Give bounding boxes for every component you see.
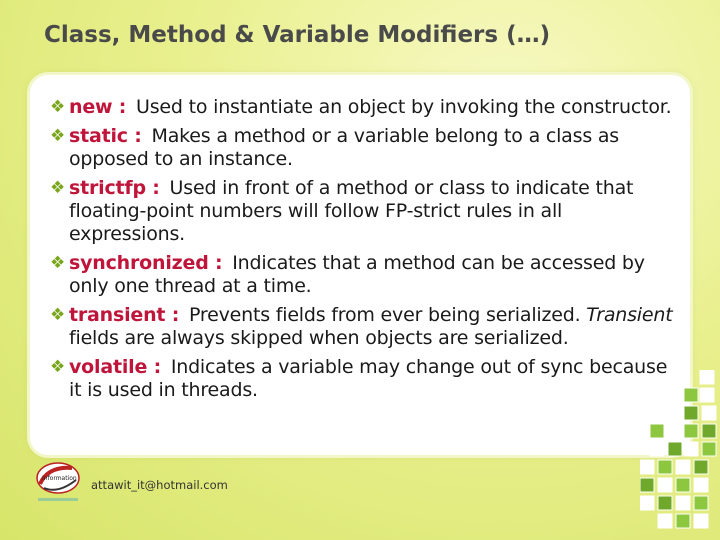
bullet-text: Indicates that a method can be accessed by only one thread at a time.	[69, 252, 645, 297]
keyword-label: new :	[69, 96, 127, 118]
diamond-bullet-icon: ❖	[50, 305, 66, 325]
bullet-text: Makes a method or a variable belong to a class as opposed to an instance.	[69, 125, 620, 170]
bullet-text: Used in front of a method or class to indicate that floating-point numbers will follow FP-strict rules in all expressions.	[69, 177, 634, 245]
list-item-new	[52, 96, 677, 119]
footer-email: attawit_it@hotmail.com	[91, 478, 228, 492]
decorative-squares	[640, 370, 720, 540]
diamond-bullet-icon: ❖	[50, 178, 66, 198]
keyword-label: synchronized :	[69, 252, 223, 274]
bullet-text-continued: fields are always skipped when objects are serialized.	[69, 327, 569, 349]
list-item-volatile	[52, 356, 677, 402]
diamond-bullet-icon: ❖	[50, 357, 66, 377]
emphasis-text: Transient	[586, 304, 673, 326]
keyword-label: static :	[69, 125, 142, 147]
list-item-strictfp	[52, 177, 677, 246]
footer-logo-icon	[34, 458, 82, 512]
keyword-label: transient :	[69, 304, 180, 326]
list-item-synchronized	[52, 252, 677, 298]
bullet-text: Indicates a variable may change out of sync because it is used in threads.	[69, 356, 668, 401]
svg-text:Information: Information	[42, 475, 77, 482]
bullet-text: Prevents fields from ever being serialized.	[188, 304, 581, 326]
bullet-list	[52, 96, 677, 408]
diamond-bullet-icon: ❖	[50, 126, 66, 146]
list-item-static	[52, 125, 677, 171]
diamond-bullet-icon: ❖	[50, 97, 66, 117]
keyword-label: strictfp :	[69, 177, 160, 199]
diamond-bullet-icon: ❖	[50, 253, 66, 273]
list-item-transient	[52, 304, 677, 350]
keyword-label: volatile :	[69, 356, 161, 378]
bullet-text: Used to instantiate an object by invoking the constructor.	[136, 96, 672, 118]
slide-title: Class, Method & Variable Modifiers (…)	[44, 22, 551, 48]
